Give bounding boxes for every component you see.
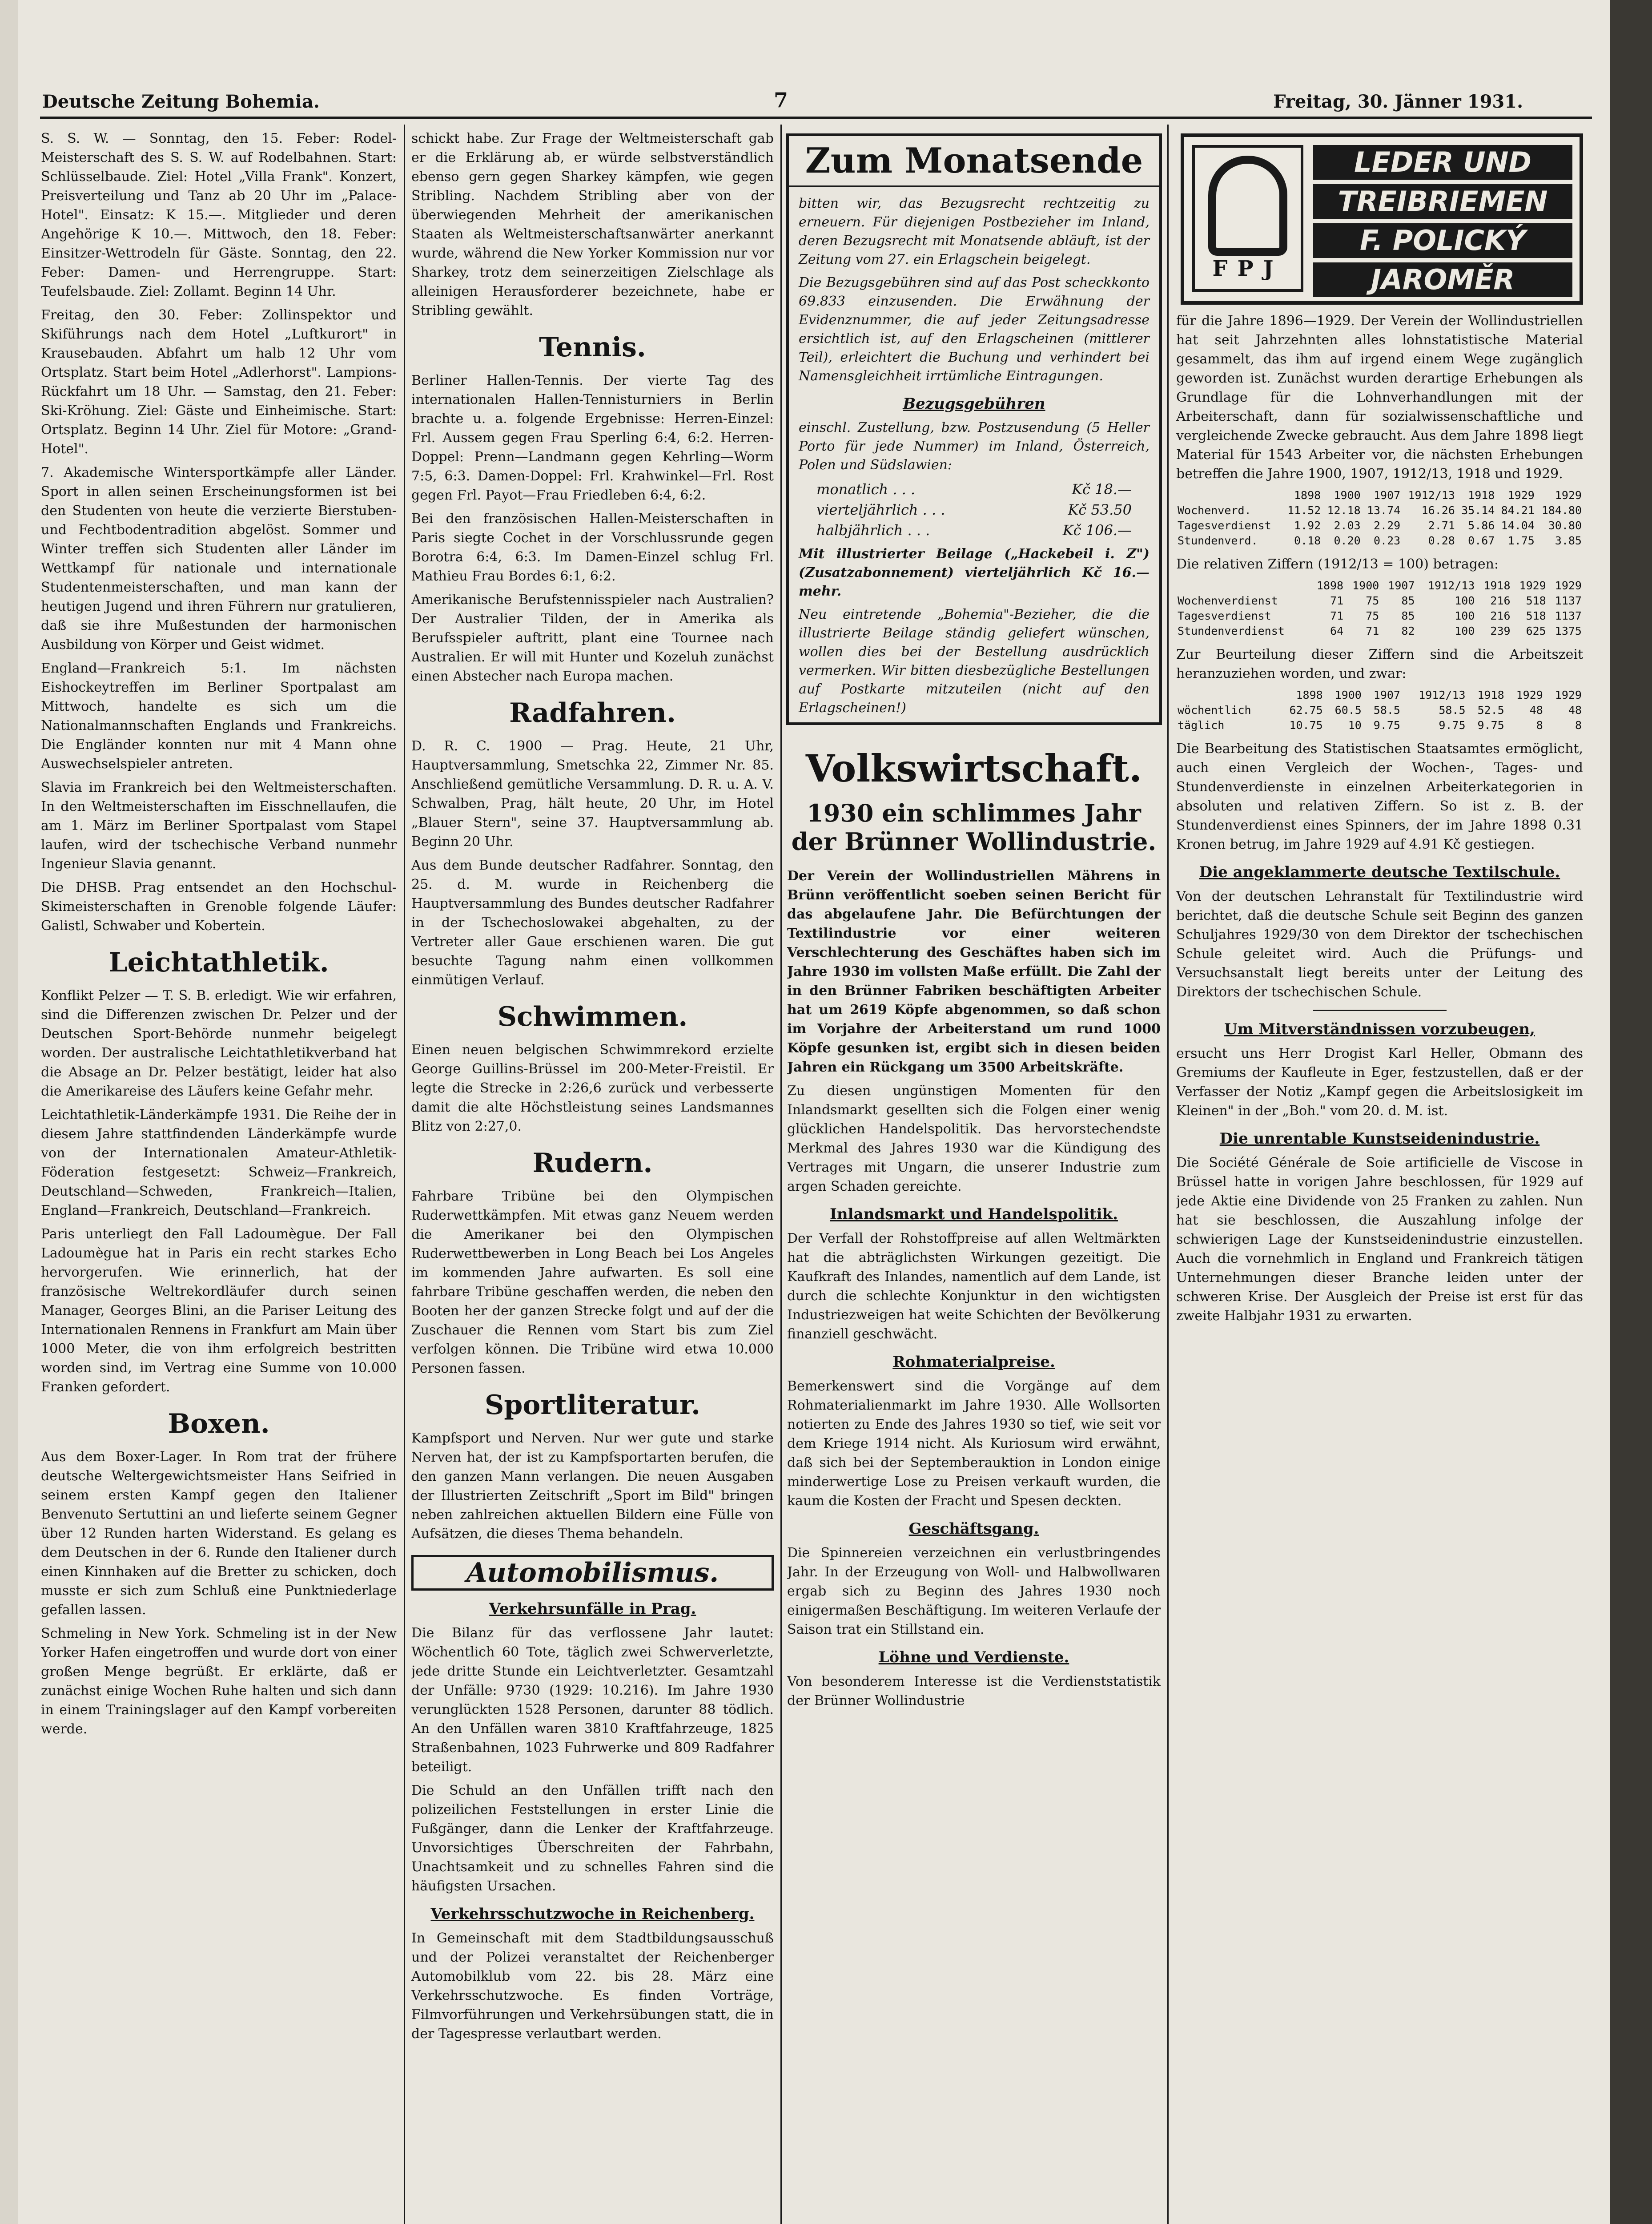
- table-row: Tagesverdienst 1.92 2.03 2.29 2.71 5.86 14.04 30.80: [1178, 519, 1582, 532]
- article-text: ersucht uns Herr Drogist Karl Heller, Obmann des Gremiums der Kaufleute in Eger, festzustellen, daß er der Verfasser der Notiz „Kampf gegen die Arbeitslosigkeit im Kleinen" in der „Boh." vom 20. d. M. ist.: [1176, 1046, 1583, 1119]
- table-row: täglich 10.75 10 9.75 9.75 9.75 8 8: [1178, 719, 1582, 732]
- column-1: [41, 129, 397, 2220]
- table-row: wöchentlich 62.75 60.5 58.5 58.5 52.5 48 48: [1178, 704, 1582, 717]
- article-text: Zu diesen ungünstigen Momenten für den Inlandsmarkt gesellten sich die Folgen einer wenig glücklichen Handelspolitik. Das hervorstechendste Merkmal des Jahres 1930 war die Kündigung des Vertrages mit Ungarn, die unserer Industrie zum argen Schaden gereichte.: [787, 1083, 1161, 1194]
- article-text: Einen neuen belgischen Schwimmrekord erzielte George Guillins-Brüssel im 200-Meter-Freistil. Er legte die Strecke in 2:26,6 zurück und verbesserte damit die alte Höchstleistung seines Landsmannes Blitz von 2:27,0.: [411, 1042, 774, 1134]
- subheading: Die angeklammerte deutsche Textilschule.: [1199, 863, 1560, 881]
- subheading: Geschäftsgang.: [908, 1520, 1039, 1538]
- section-heading: Radfahren.: [509, 697, 676, 729]
- ad-line: LEDER UND: [1313, 145, 1572, 180]
- column-4: [1176, 311, 1583, 2220]
- notice-text: Die Bezugsgebühren sind auf das Post scheckkonto 69.833 einzusenden. Die Erwähnung der Evidenznummer, die auf jeder Zeitungsadresse ersichtlich ist, auf den Erlagscheinen (mittlerer Teil), erleichtert die Buchung und verhindert bei Namensgleichheit irrtümliche Eintragungen.: [799, 275, 1150, 384]
- wage-table: [1176, 488, 1583, 548]
- article-text: Die Spinnereien verzeichnen ein verlustbringendes Jahr. In der Erzeugung von Woll- und Halbwollwaren ergab sich zu Beginn des Jahres 1930 noch einigermaßen Beschäftigung. Im weiteren Verlaufe der Saison trat ein Stillstand ein.: [787, 1545, 1161, 1637]
- header-rule: [40, 117, 1592, 119]
- table-row: Stundenverdienst 64 71 82 100 239 625 1375: [1178, 624, 1582, 637]
- table-header-row: 1898 1900 1907 1912/13 1918 1929 1929: [1294, 489, 1582, 502]
- price-row: halbjährlich . . . Kč 106.—: [816, 522, 1132, 539]
- ad-line: JAROMĚR: [1313, 262, 1572, 297]
- notice-text: Neu eintretende „Bohemia"-Bezieher, die die illustrierte Beilage ständig geliefert wünschen, wollen dies bei der Bestellung ausdrücklich vermerken. Wir bitten diesbezügliche Bestellungen auf Postkarte mitzuteilen (nicht auf den Erlagscheinen!): [799, 607, 1150, 716]
- column-3: [787, 734, 1161, 2220]
- masthead-date: Freitag, 30. Jänner 1931.: [1273, 91, 1523, 112]
- column-rule-3: [1167, 125, 1169, 2224]
- table-row: Wochenverd. 11.52 12.18 13.74 16.26 35.14 84.21 184.80: [1178, 504, 1582, 517]
- article-text: Slavia im Frankreich bei den Weltmeisterschaften. In den Weltmeisterschaften im Eisschnellaufen, die am 1. März im Berliner Sportpalast vom Stapel laufen, wird der tschechische Verband nunmehr Ingenieur Slavia genannt.: [41, 780, 397, 872]
- article-text: Zur Beurteilung dieser Ziffern sind die Arbeitszeit heranzuziehen worden, und zwar:: [1176, 647, 1583, 681]
- article-text: Schmeling in New York. Schmeling ist in der New Yorker Hafen eingetroffen und wurde dort von einer großen Menge begrüßt. Er erklärte, daß er zunächst einige Wochen Ruhe halten und sich dann in einem Trainingslager auf den Kampf vorbereiten werde.: [41, 1626, 397, 1737]
- subheading: Rohmaterialpreise.: [892, 1353, 1055, 1371]
- notice-title: Zum Monatsende: [789, 136, 1159, 187]
- table-row: Stundenverd. 0.18 0.20 0.23 0.28 0.67 1.75 3.85: [1178, 534, 1582, 547]
- article-text: Von besonderem Interesse ist die Verdienststatistik der Brünner Wollindustrie: [787, 1674, 1161, 1708]
- column-rule-1: [404, 125, 405, 2224]
- subheading: Die unrentable Kunstseidenindustrie.: [1219, 1130, 1540, 1148]
- article-text: Freitag, den 30. Feber: Zollinspektor und Skiführungs nach dem Hotel „Luftkurort" in Krausebauden. Abfahrt um halb 12 Uhr vom Ortsplatz. Start beim Hotel „Adlerhorst". Lampions-Rückfahrt um 18 Uhr. — Samstag, den 21. Feber: Ski-Kröhung. Ziel: Gäste und Einheimische. Start: Ortsplatz. Beginn 14 Uhr. Ziel für Motore: „Grand-Hotel".: [41, 307, 397, 457]
- article-text: Fahrbare Tribüne bei den Olympischen Ruderwettkämpfen. Mit etwas ganz Neuem werden die Amerikaner bei den Olympischen Ruderwettbewerben in Long Beach bei Los Angeles im kommenden Jahre aufwarten. Es soll eine fahrbare Tribüne geschaffen werden, die neben den Booten her der ganzen Strecke folgt und auf der die Zuschauer die Rennen vom Start bis zum Ziel verfolgen können. Die Tribüne wird etwa 10.000 Personen fassen.: [411, 1189, 774, 1376]
- notice-text: einschl. Zustellung, bzw. Postzusendung (5 Heller Porto für jede Nummer) im Inland, Österreich, Polen und Südslawien:: [799, 420, 1150, 473]
- article-text: England—Frankreich 5:1. Im nächsten Eishockeytreffen im Berliner Sportpalast am Mittwoch, handelte es sich um die Nationalmannschaften Englands und Frankreichs. Die Engländer konnten nur mit 4 Mann ohne Auswechselspieler antreten.: [41, 661, 397, 772]
- article-text: S. S. W. — Sonntag, den 15. Feber: Rodel-Meisterschaft des S. S. W. auf Rodelbahnen. Start: Schlüsselbaude. Ziel: Hotel „Villa Frank". Konzert, Preisverteilung und Tanz ab 20 Uhr im „Palace-Hotel". Einsatz: K 15.—. Mitglieder und deren Angehörige K 10.—. Mittwoch, den 18. Feber: Einsitzer-Wettrodeln für Gäste. Sonntag, den 22. Feber: Damen- und Herrengruppe. Start: Teufelsbaude. Ziel: Zollamt. Beginn 14 Uhr.: [41, 131, 397, 299]
- section-heading: Leichtathletik.: [109, 947, 329, 978]
- article-text: Kampfsport und Nerven. Nur wer gute und starke Nerven hat, der ist zu Kampfsportarten berufen, die den ganzen Mann verlangen. Die neuen Ausgaben der Illustrierten Zeitschrift „Sport im Bild" bringen neben zahlreichen aktuellen Bildern eine Fülle von Aufsätzen, die dieses Thema behandeln.: [411, 1430, 774, 1542]
- price-row: monatlich . . . Kč 18.—: [816, 481, 1132, 498]
- subheading: Verkehrsunfälle in Prag.: [489, 1600, 696, 1618]
- notice-text: bitten wir, das Bezugsrecht rechtzeitig zu erneuern. Für diejenigen Postbezieher im Inland, deren Bezugsrecht mit Monatsende abläuft, ist der Zeitung vom 27. ein Erlagschein beigelegt.: [799, 196, 1150, 267]
- article-text: Die relativen Ziffern (1912/13 = 100) betragen:: [1176, 556, 1499, 572]
- belt-logo-icon: FPJ: [1192, 145, 1303, 292]
- article-text: D. R. C. 1900 — Prag. Heute, 21 Uhr, Hauptversammlung, Smetschka 22, Zimmer Nr. 85. Anschließend gemütliche Versammlung. D. R. u. A. V. Schwalben, Prag, hält heute, 20 Uhr, im Hotel „Blauer Stern", seine 37. Hauptversammlung ab. Beginn 20 Uhr.: [411, 738, 774, 850]
- table-row: Wochenverdienst 71 75 85 100 216 518 1137: [1178, 594, 1582, 607]
- article-text: Leichtathletik-Länderkämpfe 1931. Die Reihe der in diesem Jahre stattfindenden Länderkämpfe wurde von der Internationalen Amateur-Athletik-Föderation festgesetzt: Schweiz—Frankreich, Deutschland—Schweden, Frankreich—Italien, England—Frankreich, Deutschland—Frankreich.: [41, 1107, 397, 1218]
- article-text: Die Bearbeitung des Statistischen Staatsamtes ermöglicht, auch einen Vergleich der Wochen-, Tages- und Stundenverdienste in einzelnen Arbeiterkategorien in absoluten und relativen Ziffern. So ist z. B. der Stundenverdienst eines Spinners, der im Jahre 1898 0.31 Kronen betrug, im Jahre 1929 auf 4.91 Kč gestiegen.: [1176, 741, 1583, 852]
- section-heading: Boxen.: [168, 1408, 270, 1439]
- subheading: Um Mitverständnissen vorzubeugen,: [1224, 1020, 1535, 1038]
- article-text: Die Schuld an den Unfällen trifft nach den polizeilichen Feststellungen in erster Linie die Fußgänger, dann die Lenker der Kraftfahrzeuge. Unvorsichtiges Überschreiten der Fahrbahn, Unachtsamkeit und zu schnelles Fahren sind die häufigsten Ursachen.: [411, 1783, 774, 1894]
- price-list: [799, 479, 1150, 540]
- notice-text: Mit illustrierter Beilage („Hackebeil i. Z") (Zusatzabonnement) vierteljährlich Kč 16.— mehr.: [799, 546, 1150, 599]
- divider: [1313, 1010, 1447, 1011]
- article-text: Die DHSB. Prag entsendet an den Hochschul-Skimeisterschaften in Grenoble folgende Läufer: Galistl, Schwaber und Kobertein.: [41, 880, 397, 934]
- notice-subheading: Bezugsgebühren: [903, 395, 1045, 413]
- column-2: [411, 129, 774, 2220]
- section-heading: Rudern.: [532, 1148, 653, 1179]
- subheading: Verkehrsschutzwoche in Reichenberg.: [430, 1905, 755, 1923]
- article-text: Konflikt Pelzer — T. S. B. erledigt. Wie wir erfahren, sind die Differenzen zwischen Dr. Pelzer und der Deutschen Sport-Behörde nunmehr beigelegt worden. Der australische Leichtathletikverband hat die Absage an Dr. Pelzer bestätigt, leider hat also die Amerikareise des Läufers keine Gefahr mehr.: [41, 988, 397, 1099]
- page-number: 7: [774, 88, 788, 112]
- table-header-row: 1898 1900 1907 1912/13 1918 1929 1929: [1296, 689, 1582, 701]
- article-text: Der Verfall der Rohstoffpreise auf allen Weltmärkten hat die abträglichsten Wirkungen gezeitigt. Die Kaufkraft des Inlandes, namentlich auf dem Lande, ist durch die schlechte Konjunktur in den wichtigsten Industriezweigen hat weite Schichten der Bevölkerung finanziell geschwächt.: [787, 1231, 1161, 1342]
- section-title: Volkswirtschaft.: [805, 746, 1142, 790]
- advertisement: [1181, 133, 1583, 305]
- article-headline: 1930 ein schlimmes Jahr der Brünner Wollindustrie.: [791, 799, 1157, 856]
- article-text: Amerikanische Berufstennisspieler nach Australien? Der Australier Tilden, der in Amerika als Berufsspieler auftritt, plant eine Tournee nach Australien. Er will mit Hunter und Kozeluh zunächst einen Abstecher nach Europa machen.: [411, 592, 774, 684]
- article-text: Die Société Générale de Soie artificielle de Viscose in Brüssel hatte in vorigen Jahre beschlossen, für 1929 auf jede Aktie eine Dividende von 25 Franken zu zahlen. Nun hat sie beschlossen, die Auszahlung infolge der schwierigen Lage der Kunstseidenindustrie einzustellen. Auch die vornehmlich in England und Frankreich tätigen Unternehmungen dieser Branche leiden unter der schweren Krise. Der Ausgleich der Preise ist erst für das zweite Halbjahr 1931 zu erwarten.: [1176, 1155, 1583, 1324]
- article-text: für die Jahre 1896—1929. Der Verein der Wollindustriellen hat seit Jahrzehnten alles lohnstatistische Material gesammelt, das ihm auf irgend einem Wege zugänglich geworden ist. Zunächst wurden derartige Erhebungen als Grundlage für die Lohnverhandlungen mit der Arbeiterschaft, dann für sozialwissenschaftliche und vergleichende Zwecke gebraucht. Aus dem Jahre 1898 liegt Material für 1543 Arbeiter vor, die nächsten Erhebungen betreffen die Jahre 1900, 1907, 1912/13, 1918 und 1929.: [1176, 313, 1583, 482]
- article-text: Bemerkenswert sind die Vorgänge auf dem Rohmaterialienmarkt im Jahre 1930. Alle Wollsorten notierten zu Ende des Jahres 1930 so tief, wie seit vor dem Kriege 1914 nicht. Als Kuriosum wird erwähnt, daß sich bei der Septemberauktion in London einige minderwertige Lose zu Preisen verkauft wurden, die kaum die Kosten der Fracht und Spesen deckten.: [787, 1378, 1161, 1509]
- worktime-table: [1176, 688, 1583, 733]
- article-text: Von der deutschen Lehranstalt für Textilindustrie wird berichtet, daß die deutsche Schule seit Beginn des ganzen Schuljahres 1929/30 von dem Direktor der tschechischen Schule geleitet wird. Auch die Prüfungs- und Versuchsanstalt liegt bereits unter der Leitung des Direktors der tschechischen Schule.: [1176, 889, 1583, 1000]
- article-text: Der Verein der Wollindustriellen Mährens in Brünn veröffentlicht soeben seinen Bericht für das abgelaufene Jahr. Die Befürchtungen der Textilindustrie vor einer weiteren Verschlechterung des Geschäftes haben sich im Jahre 1930 im vollsten Maße erfüllt. Die Zahl der in den Brünner Fabriken beschäftigten Arbeiter hat um 2619 Köpfe abgenommen, so daß schon im Vorjahre der Arbeiterstand um rund 1000 Köpfe gesunken ist, ergibt sich in diesen beiden Jahren ein Rückgang um 3500 Arbeitskräfte.: [787, 868, 1161, 1075]
- section-heading: Schwimmen.: [497, 1001, 688, 1032]
- table-header-row: 1898 1900 1907 1912/13 1918 1929 1929: [1316, 579, 1582, 592]
- ad-line: F. POLICKÝ: [1313, 223, 1572, 258]
- article-text: Die Bilanz für das verflossene Jahr lautet: Wöchentlich 60 Tote, täglich zwei Schwerverletzte, jede dritte Stunde ein Leichtverletzter. Gesamtzahl der Unfälle: 9730 (1929: 10.216). Im Jahre 1930 verunglückten 1528 Personen, darunter 88 tödlich. An den Unfällen waren 3810 Kraftfahrzeuge, 1825 Straßenbahnen, 1023 Fuhrwerke und 809 Radfahrer beteiligt.: [411, 1625, 774, 1775]
- subheading: Inlandsmarkt und Handelspolitik.: [830, 1205, 1118, 1223]
- subscription-notice: [786, 133, 1162, 725]
- article-text: In Gemeinschaft mit dem Stadtbildungsausschuß und der Polizei veranstaltet der Reichenberger Automobilklub vom 22. bis 28. März eine Verkehrsschutzwoche. Es finden Vorträge, Filmvorführungen und Verkehrsübungen statt, die in der Tagespresse verlautbart werden.: [411, 1930, 774, 2042]
- article-text: Aus dem Bunde deutscher Radfahrer. Sonntag, den 25. d. M. wurde in Reichenberg die Hauptversammlung des Bundes deutscher Radfahrer in der Tschechoslowakei abgehalten, zu der Vertreter aller Gaue erschienen waren. Die gut besuchte Tagung nahm einen vollkommen einmütigen Verlauf.: [411, 858, 774, 988]
- article-text: 7. Akademische Wintersportkämpfe aller Länder. Sport in allen seinen Erscheinungsformen ist bei den Studenten von heute die verzierte Bierstuben- und Fechtbodentradition abgelöst. Sommer und Winter treffen sich Studenten aller Länder im Wettkampf für nationale und internationale Studentenmeisterschaften, und man kann der heutigen Jugend und ihren Führern nur gratulieren, daß sie ihre Mußestunden der harmonischen Ausbildung von Körper und Geist widmet.: [41, 465, 397, 653]
- section-heading: Tennis.: [539, 332, 646, 363]
- article-text: schickt habe. Zur Frage der Weltmeisterschaft gab er die Erklärung ab, er würde selbstverständlich ebenso gern gegen Sharkey kämpfen, wie gegen Stribling. Nachdem Stribling aber von der überwiegenden Mehrheit der amerikanischen Staaten als Weltmeisterschaftsanwärter anerkannt wurde, während die New Yorker Kommission nur vor Sharkey, trotz dem seinerzeitigen Zielschlage als alleinigen Herausforderer bezeichnete, habe er Stribling gewählt.: [411, 131, 774, 318]
- masthead-left: Deutsche Zeitung Bohemia.: [42, 91, 320, 112]
- page-edge-shadow: [0, 0, 18, 2224]
- section-heading: Sportliteratur.: [485, 1390, 700, 1421]
- section-heading-boxed: Automobilismus.: [411, 1555, 774, 1591]
- article-text: Bei den französischen Hallen-Meisterschaften in Paris siegte Cochet in der Vorschlussrunde gegen Borotra 6:4, 6:3. Im Damen-Einzel schlug Frl. Mathieu Frau Bordes 6:1, 6:2.: [411, 511, 774, 584]
- ad-line: TREIBRIEMEN: [1313, 184, 1572, 219]
- relative-table: [1176, 578, 1583, 639]
- article-text: Berliner Hallen-Tennis. Der vierte Tag des internationalen Hallen-Tennisturniers in Berlin brachte u. a. folgende Ergebnisse: Herren-Einzel: Frl. Aussem gegen Frau Sperling 6:4, 6:2. Herren-Doppel: Prenn—Landmann gegen Kehrling—Worm 7:5, 6:3. Damen-Doppel: Frl. Krahwinkel—Frl. Rost gegen Frl. Payot—Frau Friedleben 6:4, 6:2.: [411, 373, 774, 503]
- column-rule-2: [780, 125, 782, 2224]
- article-text: Paris unterliegt den Fall Ladoumègue. Der Fall Ladoumègue hat in Paris ein recht starkes Echo hervorgerufen. Wie erinnerlich, hat der französische Weltrekordläufer durch seinen Manager, Georges Blini, an die Pariser Leitung des Internationalen Rennens in Frankfurt am Main über 1000 Meter, die von ihm erfolgreich bestritten worden sind, im Vertrag eine Summe von 10.000 Franken gefordert.: [41, 1226, 397, 1395]
- notice-signature: [799, 722, 1150, 725]
- subheading: Löhne und Verdienste.: [878, 1648, 1069, 1666]
- article-text: Aus dem Boxer-Lager. In Rom trat der frühere deutsche Weltergewichtsmeister Hans Seifried in seinem ersten Kampf gegen den Italiener Benvenuto Sertuttini an und lieferte seinem Gegner über 12 Runden harten Widerstand. Es gelang es dem Deutschen in der 6. Runde den Italiener durch einen Kinnhaken auf die Bretter zu schicken, doch musste er sich zum Schluß eine Punktniederlage gefallen lassen.: [41, 1449, 397, 1618]
- scan-border: [1610, 0, 1652, 2224]
- table-row: Tagesverdienst 71 75 85 100 216 518 1137: [1178, 609, 1582, 622]
- price-row: vierteljährlich . . . Kč 53.50: [816, 501, 1132, 518]
